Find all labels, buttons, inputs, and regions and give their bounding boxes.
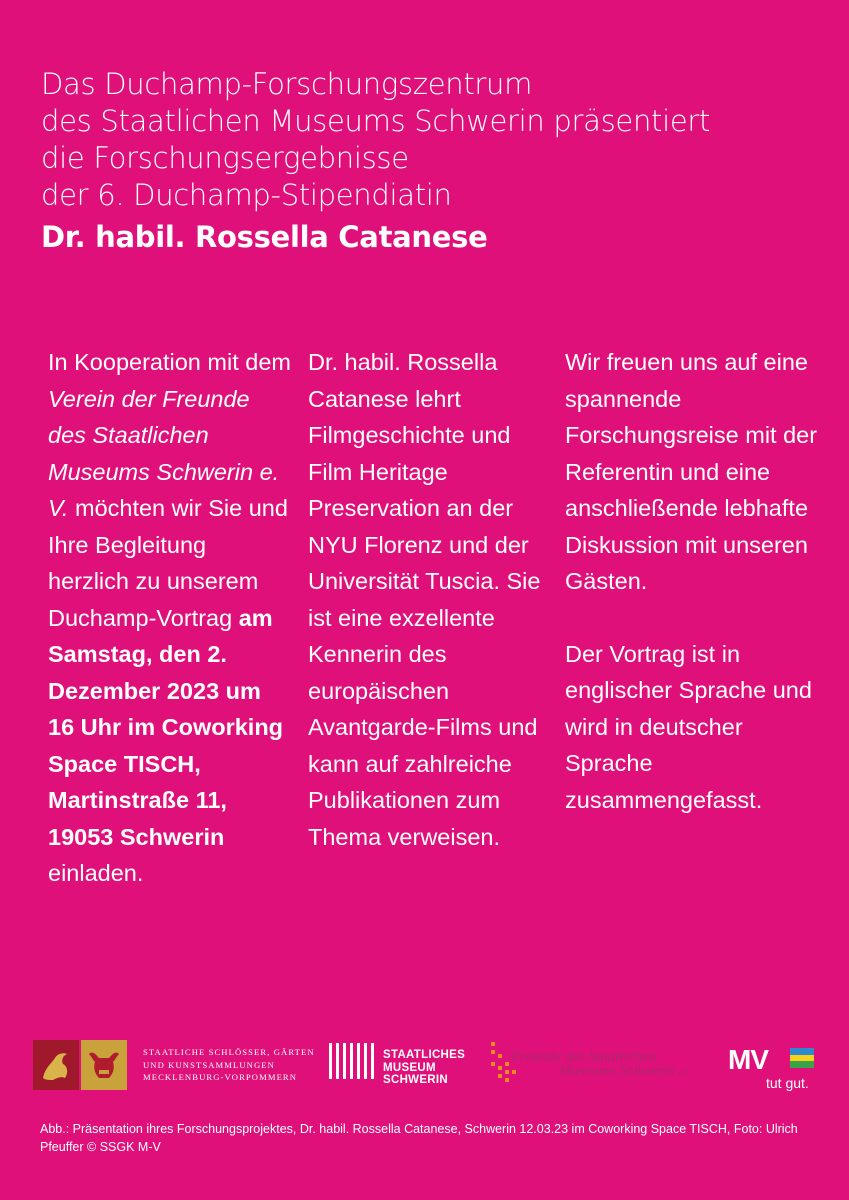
intro-heading: [41, 66, 831, 258]
intro-line-1: Das Duchamp-Forschungszentrum: [41, 67, 533, 101]
crest-red-panel: [33, 1040, 79, 1090]
museum-bars-icon: [329, 1043, 375, 1079]
freunde-line-2: Museums Schwerin: [559, 1063, 676, 1079]
museum-line-1: STAATLICHES: [383, 1049, 466, 1061]
intro-line-3: die Forschungsergebnisse: [41, 141, 409, 175]
closing-column: [565, 344, 820, 818]
association-name: Verein der Freunde des Staatlichen Museums Schwerin e. V.: [48, 385, 280, 521]
museum-line-2: MUSEUM: [383, 1061, 436, 1074]
mv-tagline: tut gut.: [766, 1075, 809, 1091]
invitation-text-middle: möchten wir Sie und Ihre Begleitung herzlich zu unserem Duchamp-Vortrag: [48, 495, 288, 631]
invitation-text-end: einladen.: [48, 860, 144, 886]
speaker-bio: Dr. habil. Rossella Catanese lehrt Filmgeschichte und Film Heritage Preservation an der NYU Florenz und der Universität Tuscia. Sie ist eine exzellente Kennerin des europäischen Avantgarde-Films und kann auf zahlreiche Publikationen zum Thema verweisen.: [308, 349, 541, 850]
ssgk-line-2: UND KUNSTSAMMLUNGEN: [143, 1059, 275, 1070]
partner-logos: [33, 1040, 823, 1100]
freunde-wordmark: [511, 1050, 692, 1079]
ssgk-crest-logo: [33, 1040, 127, 1090]
mv-tut-gut-logo: [728, 1046, 818, 1096]
crest-gold-panel: [81, 1040, 127, 1090]
invitation-column: [48, 344, 293, 892]
intro-line-4: der 6. Duchamp-Stipendiatin: [41, 178, 452, 212]
ssgk-line-1: STAATLICHE SCHLÖSSER, GÄRTEN: [143, 1047, 315, 1057]
closing-paragraph-1: Wir freuen uns auf eine spannende Forschungsreise mit der Referentin und eine anschließende lebhafte Diskussion mit unseren Gästen.: [565, 349, 818, 594]
bull-head-icon: [81, 1040, 127, 1090]
closing-paragraph-2: Der Vortrag ist in englischer Sprache und wird in deutscher Sprache zusammengefasst.: [565, 640, 812, 813]
ssgk-wordmark: [143, 1046, 315, 1084]
photo-caption: Abb.: Präsentation ihres Forschungsprojektes, Dr. habil. Rossella Catanese, Schwerin 12.03.23 im Coworking Space TISCH, Foto: Ulrich Pfeuffer © SSGK M-V: [40, 1122, 798, 1154]
mv-flag-icon: [790, 1048, 814, 1068]
freunde-line-1: Freunde des Staatlichen: [511, 1049, 657, 1065]
intro-line-2: des Staatlichen Museums Schwerin präsentiert: [41, 104, 711, 138]
freunde-line-2-wrap: [511, 1064, 692, 1079]
freunde-suffix: e.V.: [679, 1067, 692, 1077]
museum-wordmark: [383, 1049, 465, 1087]
event-date-location: am Samstag, den 2. Dezember 2023 um 16 Uhr im Coworking Space TISCH, Martinstraße 11, 19053 Schwerin: [48, 604, 284, 850]
mv-letters: MV: [728, 1044, 768, 1075]
ssgk-line-3: MECKLENBURG-VORPOMMERN: [143, 1072, 298, 1082]
invitation-text-start: In Kooperation mit dem: [48, 349, 291, 375]
griffin-icon: [33, 1040, 79, 1090]
speaker-bio-column: [308, 344, 553, 855]
museum-line-3: SCHWERIN: [383, 1074, 449, 1086]
paragraph-spacer: [565, 600, 820, 636]
speaker-name: Dr. habil. Rossella Catanese: [41, 220, 488, 254]
